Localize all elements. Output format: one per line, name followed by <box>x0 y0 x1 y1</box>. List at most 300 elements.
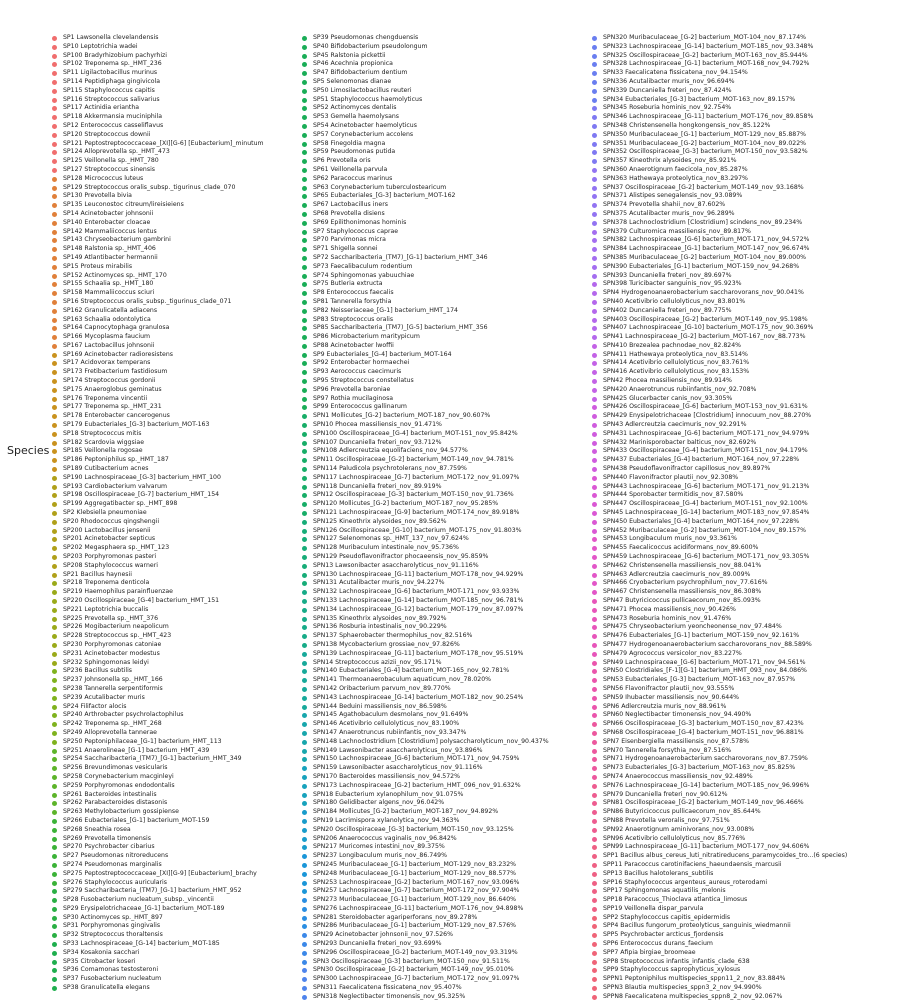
legend-item <box>302 694 602 703</box>
legend-marker <box>592 177 597 182</box>
legend-label: SPN325 Oscillospiraceae_[G-2] bacterium_MOT-163_nov_85.944% <box>603 51 808 59</box>
legend-label: SPN402 Duncaniella freteri_nov_89.775% <box>603 306 732 314</box>
legend-item <box>302 113 602 122</box>
legend-label: SPN114 Paludicola psychrotolerans_nov_87.759% <box>313 465 467 473</box>
legend-marker <box>592 854 597 859</box>
legend-marker <box>302 133 307 138</box>
legend-label: SPN357 Kineothrix alysoides_nov_85.921% <box>603 157 737 165</box>
legend-item <box>302 676 602 685</box>
legend-marker <box>592 194 597 199</box>
legend-label: SPN248 Muribaculaceae_[G-1] bacterium_MOT-129_nov_88.577% <box>313 869 517 877</box>
legend-label: SPN34 Eubacteriales_[G-3] bacterium_MOT-163_nov_89.157% <box>603 95 796 103</box>
legend-marker <box>52 449 57 454</box>
legend-marker <box>592 828 597 833</box>
legend-label: SPN45 Lachnospiraceae_[G-14] bacterium_MOT-183_nov_97.854% <box>603 509 810 517</box>
legend-label: SPN375 Acutalibacter muris_nov_96.289% <box>603 209 735 217</box>
legend-item <box>592 729 892 738</box>
legend-marker <box>302 537 307 542</box>
legend-marker <box>52 793 57 798</box>
legend-marker <box>302 696 307 701</box>
legend-item <box>592 289 892 298</box>
legend-label: SPN147 Anaerotruncus rubiinfantis_nov_93.347% <box>313 728 467 736</box>
legend-marker <box>302 687 307 692</box>
legend-marker <box>592 274 597 279</box>
legend-marker <box>52 511 57 516</box>
legend-item <box>592 280 892 289</box>
legend-marker <box>52 265 57 270</box>
legend-item <box>302 228 602 237</box>
legend-item <box>302 307 602 316</box>
legend-label: SPN245 Muribaculaceae_[G-1] bacterium_MOT-129_nov_83.232% <box>313 860 517 868</box>
legend-marker <box>52 256 57 261</box>
legend-item <box>592 157 892 166</box>
legend-label: SP259 Porphyromonas endodontalis <box>63 781 175 789</box>
legend-label: SP65 Eubacteriales_[G-3] bacterium_MOT-162 <box>313 192 456 200</box>
legend-label: SPN86 Butyricicoccus pullicaecorum_nov_85.644% <box>603 808 761 816</box>
legend-marker <box>592 423 597 428</box>
legend-marker <box>302 361 307 366</box>
legend-marker <box>592 581 597 586</box>
legend-label: SPN76 Lachnospiraceae_[G-14] bacterium_MOT-185_nov_96.996% <box>603 781 810 789</box>
legend-item <box>302 879 602 888</box>
legend-label: SPN19 Lacrimispora xylanolytica_nov_94.363% <box>313 816 460 824</box>
legend-label: SP125 Veillonella sp._HMT_780 <box>63 157 159 165</box>
legend-marker <box>52 687 57 692</box>
legend-label: SPN363 Hathewaya proteolytica_nov_83.297% <box>603 174 748 182</box>
legend-marker <box>52 617 57 622</box>
legend-marker <box>302 713 307 718</box>
legend-label: SPN477 Hydrogenoanaerobacterium saccharovorans_nov_88.589% <box>603 640 812 648</box>
legend-item <box>592 632 892 641</box>
legend-label: SP167 Lactobacillus johnsonii <box>63 341 155 349</box>
legend-label: SP262 Parabacteroides distasonis <box>63 799 168 807</box>
legend-label: SP82 Neisseriaceae_[G-1] bacterium_HMT_174 <box>313 306 458 314</box>
legend-label: SP221 Leptotrichia buccalis <box>63 605 149 613</box>
legend-label: SPN336 Acutalibacter muris_nov_96.694% <box>603 77 735 85</box>
legend-label: SPN135 Kineothrix alysoides_nov_89.792% <box>313 614 447 622</box>
legend-marker <box>592 546 597 551</box>
legend-item <box>302 597 602 606</box>
legend-item <box>302 527 602 536</box>
legend-label: SP140 Enterobacter cloacae <box>63 218 151 226</box>
legend-label: SP237 Johnsonella sp._HMT_166 <box>63 676 163 684</box>
legend-marker <box>302 529 307 534</box>
legend-item <box>302 412 602 421</box>
legend-marker <box>52 476 57 481</box>
legend-item <box>592 896 892 905</box>
legend-marker <box>592 265 597 270</box>
legend-label: SP40 Bifidobacterium pseudolongum <box>313 42 428 50</box>
legend-label: SPN473 Roseburia hominis_nov_91.476% <box>603 614 732 622</box>
legend-marker <box>52 634 57 639</box>
legend-label: SPN138 Mycobacterium grossiae_nov_97.826% <box>313 640 460 648</box>
legend-marker <box>592 309 597 314</box>
legend-item <box>592 509 892 518</box>
legend-item <box>302 403 602 412</box>
legend-item <box>592 210 892 219</box>
legend-marker <box>592 282 597 287</box>
legend-marker <box>52 775 57 780</box>
legend-marker <box>592 687 597 692</box>
legend-marker <box>592 801 597 806</box>
legend-marker <box>592 652 597 657</box>
legend-label: SP95 Streptococcus constellatus <box>313 377 414 385</box>
legend-marker <box>592 379 597 384</box>
legend-label: SP71 Shigella sonnei <box>313 245 378 253</box>
legend-marker <box>592 54 597 59</box>
legend-label: SP258 Corynebacterium macginleyi <box>63 772 174 780</box>
legend-marker <box>52 230 57 235</box>
legend-label: SP59 Pseudomonas putida <box>313 148 396 156</box>
legend-label: SPN257 Lachnospiraceae_[G-7] bacterium_MOT-172_nov_97.904% <box>313 887 520 895</box>
legend-marker <box>52 581 57 586</box>
legend-marker <box>52 537 57 542</box>
legend-marker <box>302 977 307 982</box>
legend-item <box>592 826 892 835</box>
legend-marker <box>52 722 57 727</box>
legend-marker <box>52 326 57 331</box>
legend-marker <box>302 581 307 586</box>
legend-marker <box>302 335 307 340</box>
legend-marker <box>302 318 307 323</box>
legend-label: SP203 Porphyromonas pasteri <box>63 553 157 561</box>
legend-label: SPP9 Staphylococcus saprophyticus_xylosus <box>603 966 741 974</box>
legend-marker <box>302 203 307 208</box>
legend-marker <box>592 775 597 780</box>
legend-label: SP29 Erysipelotrichaceae_[G-1] bacterium_MOT-189 <box>63 904 225 912</box>
legend-marker <box>592 370 597 375</box>
legend-marker <box>52 62 57 67</box>
legend-label: SPP11 Paracoccus carotinifaciens_haeundaensis_marcusii <box>603 860 782 868</box>
legend-item <box>592 808 892 817</box>
legend-label: SPN346 Lachnospiraceae_[G-11] bacterium_MOT-176_nov_89.858% <box>603 113 814 121</box>
legend-marker <box>302 916 307 921</box>
legend-label: SP158 Mammaliicoccus sciuri <box>63 289 155 297</box>
legend-label: SP51 Staphylococcus haemolyticus <box>313 95 423 103</box>
legend-item <box>592 439 892 448</box>
legend-marker <box>302 749 307 754</box>
legend-label: SP279 Saccharibacteria_(TM7)_[G-1] bacterium_HMT_952 <box>63 887 242 895</box>
legend-item <box>302 368 602 377</box>
legend-marker <box>302 555 307 560</box>
legend-marker <box>52 291 57 296</box>
legend-label: SP249 Alloprevotella tannerae <box>63 728 157 736</box>
legend-label: SPN411 Hathewaya proteolytica_nov_83.514% <box>603 350 748 358</box>
legend-marker <box>52 749 57 754</box>
legend-item <box>592 623 892 632</box>
legend-item <box>592 272 892 281</box>
legend-marker <box>302 775 307 780</box>
legend-marker <box>52 573 57 578</box>
legend-marker <box>302 608 307 613</box>
legend-label: SP254 Saccharibacteria_(TM7)_[G-1] bacterium_HMT_349 <box>63 755 242 763</box>
legend-label: SP7 Staphylococcus caprae <box>313 227 399 235</box>
legend-label: SPN159 Lawsonibacter asaccharolyticus_nov_91.116% <box>313 764 483 772</box>
legend-marker <box>302 889 307 894</box>
legend-marker <box>592 247 597 252</box>
legend-item <box>592 773 892 782</box>
legend-label: SP155 Schaalia sp._HMT_180 <box>63 280 154 288</box>
legend-item <box>302 43 602 52</box>
legend-label: SPN29 Acinetobacter johnsonii_nov_97.526% <box>313 931 453 939</box>
legend-marker <box>52 221 57 226</box>
legend-marker <box>52 247 57 252</box>
legend-item <box>302 729 602 738</box>
legend-marker <box>592 405 597 410</box>
legend-label: SPN143 Lachnospiraceae_[G-14] bacterium_MOT-182_nov_90.254% <box>313 693 524 701</box>
legend-marker <box>52 546 57 551</box>
legend-item <box>592 835 892 844</box>
legend-label: SPN128 Muribaculum intestinale_nov_95.736% <box>313 544 459 552</box>
legend-marker <box>52 625 57 630</box>
legend-item <box>592 588 892 597</box>
legend-label: SPN7 Eisenbergiella massiliensis_nov_87.578% <box>603 737 749 745</box>
legend-item <box>302 69 602 78</box>
legend-marker <box>302 757 307 762</box>
legend-marker <box>52 36 57 41</box>
legend-label: SP135 Leuconostoc citreum/lireisieiens <box>63 201 184 209</box>
legend-label: SP266 Eubacteriales_[G-1] bacterium_MOT-159 <box>63 816 210 824</box>
legend-label: SPN99 Lachnospiraceae_[G-11] bacterium_MOT-177_nov_94.606% <box>603 843 810 851</box>
legend-marker <box>302 907 307 912</box>
legend-marker <box>302 705 307 710</box>
legend-label: SPN121 Lachnospiraceae_[G-9] bacterium_MOT-174_nov_89.918% <box>313 509 520 517</box>
legend-label: SPN281 Steroidobacter agariperforans_nov_89.278% <box>313 913 478 921</box>
legend-item <box>302 588 602 597</box>
legend-label: SP236 Bacillus subtilis <box>63 667 133 675</box>
legend-marker <box>592 80 597 85</box>
legend-item <box>592 456 892 465</box>
legend-item <box>302 236 602 245</box>
legend-item <box>302 659 602 668</box>
legend-label: SP185 Veillonella rogosae <box>63 447 143 455</box>
legend-label: SPN10 Phocea massiliensis_nov_91.471% <box>313 421 442 429</box>
legend-marker <box>592 106 597 111</box>
legend-marker <box>302 432 307 437</box>
legend-label: SPN33 Faecalicatena fissicatena_nov_94.154% <box>603 69 748 77</box>
legend-label: SPN117 Lachnospiraceae_[G-7] bacterium_MOT-172_nov_91.097% <box>313 473 520 481</box>
legend-item <box>592 403 892 412</box>
legend-label: SPN433 Oscillospiraceae_[G-4] bacterium_MOT-151_nov_94.179% <box>603 447 808 455</box>
legend-marker <box>592 968 597 973</box>
legend-item <box>592 764 892 773</box>
legend-label: SP269 Prevotella timonensis <box>63 834 151 842</box>
legend-label: SPN429 Enysipelotrichaceae [Clostridium] innocuum_nov_88.270% <box>603 412 812 420</box>
legend-item <box>302 210 602 219</box>
legend-marker <box>592 625 597 630</box>
legend-label: SP88 Acinetobacter lwoffii <box>313 341 394 349</box>
legend-marker <box>302 449 307 454</box>
legend-label: SP73 Faecalibaculum rodentium <box>313 262 413 270</box>
legend-marker <box>52 150 57 155</box>
legend-item <box>592 201 892 210</box>
legend-item <box>592 579 892 588</box>
legend-item <box>592 483 892 492</box>
legend-label: SP200 Lactobacillus jensenii <box>63 526 151 534</box>
legend-marker <box>302 951 307 956</box>
legend-item <box>592 430 892 439</box>
legend-label: SP117 Actinidia eriantha <box>63 104 140 112</box>
legend-label: SP52 Actinomyces dentalis <box>313 104 397 112</box>
legend-marker <box>52 194 57 199</box>
legend-marker <box>52 397 57 402</box>
legend-label: SPN320 Muribaculaceae_[G-2] bacterium_MOT-104_nov_87.174% <box>603 34 807 41</box>
legend-marker <box>302 230 307 235</box>
legend-item <box>302 835 602 844</box>
legend-marker <box>302 731 307 736</box>
legend-marker <box>302 212 307 217</box>
legend-label: SPN118 Duncaniella freteri_nov_89.919% <box>313 482 442 490</box>
legend-label: SPN88 Prevotella veroralis_nov_97.751% <box>603 816 730 824</box>
legend-marker <box>302 80 307 85</box>
legend-item <box>592 104 892 113</box>
legend-marker <box>592 722 597 727</box>
legend-item <box>302 263 602 272</box>
legend-label: SP275 Peptostreptococcaceae_[XI][G-9] [Eubacterium]_brachy <box>63 869 257 877</box>
legend-item <box>592 465 892 474</box>
legend-label: SP32 Streptococcus thoraltensis <box>63 931 163 939</box>
legend-label: SPN398 Turicibacter sanguinis_nov_95.923% <box>603 280 742 288</box>
legend-label: SPN206 Anaerococcus vaginalis_nov_96.842% <box>313 834 457 842</box>
legend-marker <box>592 45 597 50</box>
legend-marker <box>302 502 307 507</box>
legend-label: SPN311 Faecalicatena fissicatena_nov_95.407% <box>313 984 462 992</box>
legend-marker <box>52 432 57 437</box>
legend-marker <box>52 661 57 666</box>
legend-label: SPN286 Muribaculaceae_[G-1] bacterium_MOT-129_nov_87.576% <box>313 922 517 930</box>
legend-item <box>302 439 602 448</box>
legend-marker <box>592 159 597 164</box>
legend-item <box>592 175 892 184</box>
legend-item <box>302 720 602 729</box>
legend-marker <box>592 678 597 683</box>
legend-label: SPN437 Eubacteriales_[G-4] bacterium_MOT-164_nov_97.228% <box>603 456 800 464</box>
legend-item <box>302 896 602 905</box>
legend-label: SPN136 Rosburia intestinalis_nov_90.229% <box>313 623 447 631</box>
legend-marker <box>302 221 307 226</box>
legend-label: SPN74 Anaerococcus massiliensis_nov_92.489% <box>603 772 753 780</box>
legend-marker <box>52 300 57 305</box>
legend-item <box>302 993 602 1002</box>
legend-item <box>302 289 602 298</box>
legend-label: SPN426 Oscillospiraceae_[G-6] bacterium_MOT-153_nov_91.631% <box>603 403 808 411</box>
legend-label: SP208 Staphylococcus warneri <box>63 561 158 569</box>
legend-label: SP276 Staphylococcus auricularis <box>63 878 167 886</box>
legend-marker <box>592 863 597 868</box>
legend-marker <box>52 810 57 815</box>
legend-label: SP70 Parvimonas micra <box>313 236 386 244</box>
legend-label: SP17 Acidovorax temperans <box>63 359 151 367</box>
legend-item <box>592 122 892 131</box>
legend-marker <box>592 318 597 323</box>
legend-item <box>302 940 602 949</box>
legend-marker <box>592 142 597 147</box>
legend-item <box>592 905 892 914</box>
legend-item <box>592 641 892 650</box>
legend-item <box>302 518 602 527</box>
legend-item <box>592 78 892 87</box>
legend-label: SP114 Peptidiphaga gingivicola <box>63 77 161 85</box>
legend-item <box>302 131 602 140</box>
legend-marker <box>52 933 57 938</box>
legend-item <box>592 571 892 580</box>
legend-label: SP34 Kosakonia sacchari <box>63 948 140 956</box>
legend-marker <box>302 678 307 683</box>
legend-item <box>302 949 602 958</box>
legend-label: SPN127 Selenomonas sp._HMT_137_nov_97.624% <box>313 535 469 543</box>
legend-label: SP96 Prevotella baroniae <box>313 385 391 393</box>
legend-marker <box>302 740 307 745</box>
legend-label: SPN339 Duncaniella freteri_nov_87.424% <box>603 86 732 94</box>
legend-item <box>302 447 602 456</box>
legend-item <box>302 685 602 694</box>
legend-label: SPN130 Lachnospiraceae_[G-11] bacterium_MOT-178_nov_94.929% <box>313 570 524 578</box>
legend-marker <box>302 282 307 287</box>
legend-item <box>302 782 602 791</box>
legend-marker <box>302 485 307 490</box>
legend-marker <box>592 573 597 578</box>
legend-marker <box>302 397 307 402</box>
legend-label: SPN414 Acetivibrio cellulolyticus_nov_83.761% <box>603 359 750 367</box>
legend-item <box>592 553 892 562</box>
legend-marker <box>52 705 57 710</box>
legend-item <box>592 245 892 254</box>
legend-item <box>592 474 892 483</box>
legend-label: SPN149 Lawsonibacter asaccharolyticus_nov_93.896% <box>313 746 483 754</box>
legend-item <box>302 799 602 808</box>
legend-marker <box>592 819 597 824</box>
legend-marker <box>302 124 307 129</box>
legend-label: SPN107 Duncaniella freteri_nov_93.712% <box>313 438 442 446</box>
legend-item <box>592 667 892 676</box>
legend-marker <box>302 177 307 182</box>
legend-marker <box>592 793 597 798</box>
legend-marker <box>52 907 57 912</box>
legend-label: SP226 Mogibacterium neapolicum <box>63 623 169 631</box>
legend-item <box>592 755 892 764</box>
legend-marker <box>302 194 307 199</box>
legend-label: SPN425 Glucerbacter canis_nov_93.305% <box>603 394 733 402</box>
legend-label: SPP1 Bacillus albus_cereus_luti_nitratireducens_paramycoides_tro...(6 species) <box>603 852 848 860</box>
legend-marker <box>592 837 597 842</box>
legend-marker <box>302 36 307 41</box>
legend-marker <box>592 713 597 718</box>
legend-item <box>592 148 892 157</box>
legend-marker <box>52 282 57 287</box>
legend-label: SPN466 Cryobacterium psychrophilum_nov_77.616% <box>603 579 768 587</box>
legend-marker <box>592 221 597 226</box>
legend-marker <box>52 106 57 111</box>
legend-marker <box>592 599 597 604</box>
legend-item <box>592 685 892 694</box>
legend-item <box>302 430 602 439</box>
legend-marker <box>302 933 307 938</box>
legend-label: SP21 Bacillus haynesii <box>63 570 132 578</box>
legend-item <box>592 782 892 791</box>
legend-item <box>592 316 892 325</box>
legend-label: SP61 Veillonella parvula <box>313 165 388 173</box>
legend-item <box>592 650 892 659</box>
legend-label: SP18 Streptococcus mitis <box>63 429 142 437</box>
legend-item <box>592 984 892 993</box>
legend-item <box>302 632 602 641</box>
legend-label: SPN73 Eubacteriales_[G-3] bacterium_MOT-163_nov_85.825% <box>603 764 796 772</box>
legend-label: SP31 Porphyromonas gingivalis <box>63 922 161 930</box>
legend-label: SP198 Oscillospiraceae_[G-7] bacterium_HMT_154 <box>63 491 220 499</box>
legend-item <box>592 711 892 720</box>
legend-item <box>592 931 892 940</box>
legend-item <box>592 791 892 800</box>
